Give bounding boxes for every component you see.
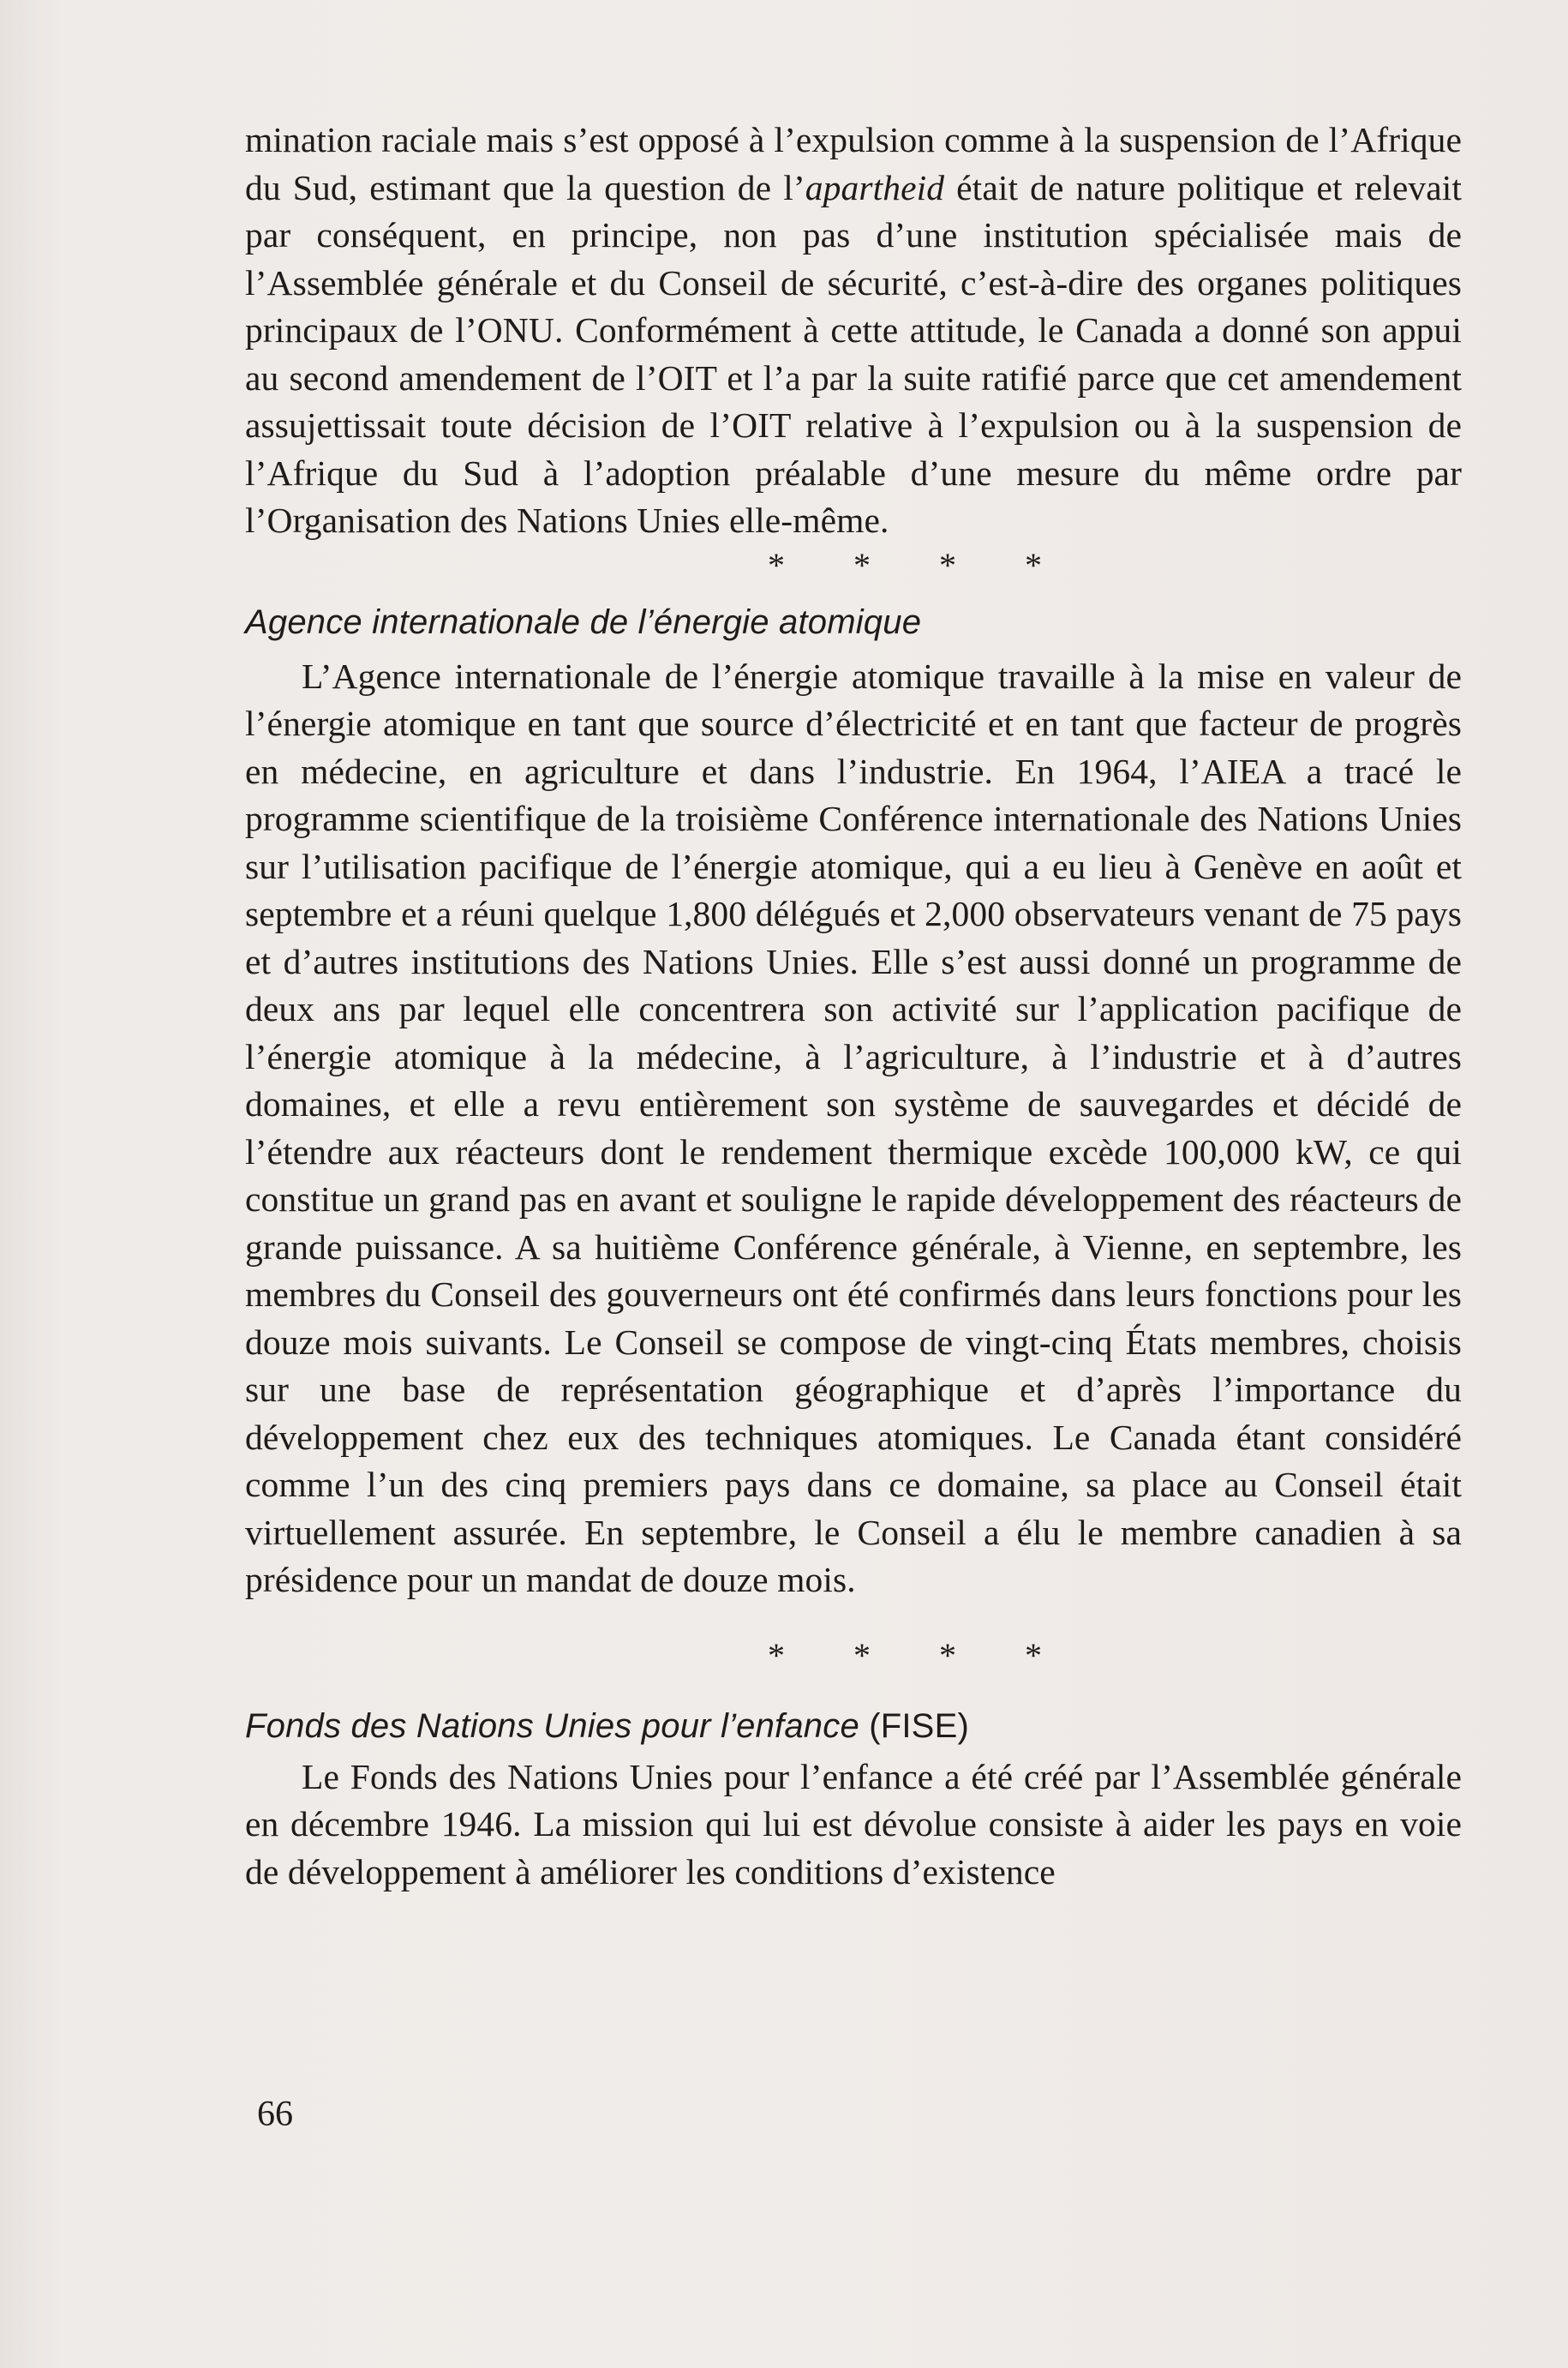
page-number: 66 bbox=[257, 2095, 293, 2134]
fise-paragraph: Le Fonds des Nations Unies pour l’enfance a été créé par l’Assemblée générale en décembre 1946. La mission qui lui est dévolue consiste à aider les pays en voie de développement à améliorer les conditions d’existence bbox=[245, 1756, 1462, 1891]
apartheid-term: apartheid bbox=[805, 167, 945, 207]
aiea-paragraph: L’Agence internationale de l’énergie atomique travaille à la mise en valeur de l’énergie atomique en tant que source d’électricité et en tant que facteur de progrès en médecine, en agriculture et dans l’industrie. En 1964, l’AIEA a tracé le programme scientifique de la troisième Conférence internationale des Nations Unies sur l’utilisation pacifique de l’énergie atomique, qui a eu lieu à Genève en août et septembre et a réuni quelque 1,800 délégués et 2,000 observateurs venant de 75 pays et d’autres institutions des Nations Unies. Elle s’est aussi donné un programme de deux ans par lequel elle concentrera son activité sur l’application pacifique de l’énergie atomique à la médecine, à l’agriculture, à l’industrie et à d’autres domaines, et elle a revu entièrement son système de sauvegardes et décidé de l’étendre aux réacteurs dont le rendement thermique excède 100,000 kW, ce qui constitue un grand pas en avant et souligne le rapide développement des réacteurs de grande puissance. A sa huitième Conférence générale, à Vienne, en septembre, les membres du Conseil des gouverneurs ont été confirmés dans leurs fonctions pour les douze mois suivants. Le Conseil se compose de vingt-cinq États membres, choisis sur une base de représentation géographique et d’après l’importance du développement chez eux des techniques atomiques. Le Canada étant considéré comme l’un des cinq premiers pays dans ce domaine, sa place au Conseil était virtuellement assurée. En septembre, le Conseil a élu le membre canadien à sa présidence pour un mandat de douze mois. bbox=[245, 656, 1462, 1599]
opening-paragraph-text-end: était de nature politique et relevait par conséquent, en principe, non pas d’une institution spécialisée mais de l’Assemblée générale et du Conseil de sécurité, c’est-à-dire des organes politiques principaux de l’ONU. Conformément à cette attitude, le Canada a donné son appui au second amendement de l’OIT et l’a par la suite ratifié parce que cet amendement assujettissait toute décision de l’OIT relative à l’expulsion ou à la suspension de l’Afrique du Sud à l’adoption préalable d’une mesure du même ordre par l’Organisation des Nations Unies elle-même. bbox=[245, 167, 1462, 540]
section-separator: * * * * bbox=[768, 1635, 1042, 1675]
section-separator: * * * * bbox=[768, 545, 1042, 585]
opening-paragraph-text-start: mination raciale mais s’est opposé à l’expulsion comme à la suspension de l’Afrique du Sud, estimant que la question de l’ bbox=[245, 120, 1462, 207]
section-heading-fise bbox=[245, 1706, 1462, 1747]
fise-heading-title: Fonds des Nations Unies pour l’enfance bbox=[245, 1706, 859, 1745]
fise-heading-acronym: (FISE) bbox=[859, 1706, 969, 1745]
opening-paragraph bbox=[245, 117, 1462, 545]
section-heading-aiea: Agence internationale de l’énergie atomique bbox=[245, 602, 922, 641]
text-column bbox=[245, 117, 1462, 1896]
